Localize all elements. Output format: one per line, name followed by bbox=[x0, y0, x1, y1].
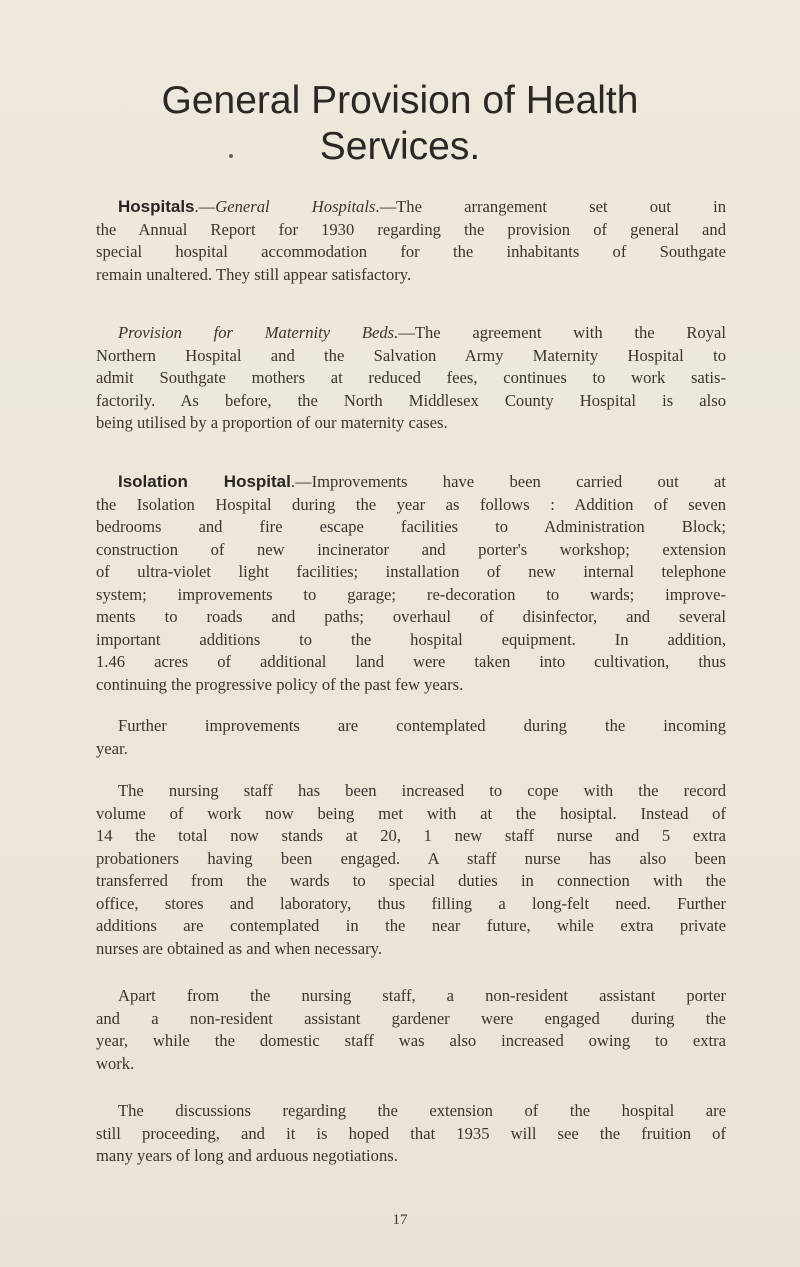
text-line: still proceeding, and it is hoped that 1935 will see the fruition of bbox=[96, 1123, 726, 1143]
text-line: construction of new incinerator and porter's workshop; extension bbox=[96, 539, 726, 559]
text-line: the Isolation Hospital during the year as follows : Addition of seven bbox=[96, 494, 726, 514]
text-line: year. bbox=[96, 738, 128, 758]
text-line: Further improvements are contemplated during the incoming bbox=[118, 716, 726, 735]
text-line: being utilised by a proportion of our maternity cases. bbox=[96, 413, 448, 432]
text-line: the Annual Report for 1930 regarding the provision of general and bbox=[96, 219, 726, 239]
text-line: Northern Hospital and the Salvation Army Maternity Hospital to bbox=[96, 345, 726, 365]
text-line: The discussions regarding the extension of the hospital are bbox=[118, 1101, 726, 1120]
text-line: factorily. As before, the North Middlesex County Hospital is also bbox=[96, 390, 726, 410]
page-title-line-2: Services. bbox=[319, 125, 481, 168]
text-line: volume of work now being met with at the hosiptal. Instead of bbox=[96, 803, 726, 823]
text-line: ments to roads and paths; overhaul of disinfector, and several bbox=[96, 607, 726, 626]
text-line: special hospital accommodation for the inhabitants of Southgate bbox=[96, 242, 726, 261]
text-line: continuing the progressive policy of the past few years. bbox=[96, 674, 464, 694]
text-line: remain unaltered. They still appear satisfactory. bbox=[96, 264, 412, 284]
text-line: 14 the total now stands at 20, 1 new staff nurse and 5 extra bbox=[96, 826, 726, 845]
heading-isolation-hospital: Isolation Hospital bbox=[118, 472, 291, 491]
paragraph-maternity bbox=[96, 322, 726, 435]
text-line: office, stores and laboratory, thus filling a long-felt need. Further bbox=[96, 893, 726, 913]
text-line: of ultra-violet light facilities; installation of new internal telephone bbox=[96, 562, 726, 581]
text-line: transferred from the wards to special duties in connection with the bbox=[96, 871, 726, 890]
text-line: 1.46 acres of additional land were taken into cultivation, thus bbox=[96, 652, 726, 671]
page-title bbox=[60, 78, 740, 170]
ink-speck bbox=[229, 154, 233, 158]
text-line: admit Southgate mothers at reduced fees, continues to work satis- bbox=[96, 368, 726, 387]
maternity-first-line-rest: —The agreement with the Royal bbox=[398, 323, 726, 342]
subheading-maternity-beds: Provision for Maternity Beds. bbox=[118, 323, 399, 342]
isolation-first-line-rest: —Improvements have been carried out at bbox=[295, 472, 726, 491]
paragraph-hospitals: Hospitals.—General Hospitals.—The arrangement set out in the Annual Report for 1930 regarding the provision of general and special hospital accommodation for the inhabitants of Southgate remain unaltered. They still appear satisfactory. bbox=[96, 196, 726, 286]
text-line: year, while the domestic staff was also increased owing to extra bbox=[96, 1031, 726, 1050]
text-line: bedrooms and fire escape facilities to Administration Block; bbox=[96, 517, 726, 536]
heading-hospitals: Hospitals bbox=[118, 197, 195, 216]
text-line: and a non-resident assistant gardener were engaged during the bbox=[96, 1008, 726, 1028]
text-line: system; improvements to garage; re-decoration to wards; improve- bbox=[96, 584, 726, 604]
paragraph-other-staff bbox=[96, 985, 726, 1075]
text-line: work. bbox=[96, 1053, 135, 1073]
hospitals-first-line-rest: —The arrangement set out in bbox=[379, 197, 726, 216]
text-line: important additions to the hospital equipment. In addition, bbox=[96, 629, 726, 649]
subheading-general-hospitals: General Hospitals bbox=[215, 197, 376, 216]
page-number: 17 bbox=[392, 1212, 408, 1228]
paragraph-isolation-hospital: Isolation Hospital.—Improvements have been carried out at the Isolation Hospital during the year as follows : Addition of seven bedrooms and fire escape facilities to Administration Block; construction of new incinerator and porter's workshop; extension of ultra-violet light facilities; installation of new internal telephone system; improvements to garage; re-decoration to wards; improve- ments to roads and paths; overhaul of disinfector, and several important additions to the hospital equipment. In addition, 1.46 acres of additional land were taken into cultivation, thus continuing the progressive policy of the past few years. bbox=[96, 471, 726, 696]
paragraph-nursing-staff bbox=[96, 780, 726, 960]
text-line: Apart from the nursing staff, a non-resident assistant porter bbox=[118, 986, 726, 1005]
text-line: additions are contemplated in the near future, while extra private bbox=[96, 916, 726, 935]
page-title-line-1: General Provision of Health bbox=[161, 79, 639, 122]
text-line: The nursing staff has been increased to cope with the record bbox=[118, 781, 726, 800]
paragraph-further-improvements bbox=[96, 715, 726, 760]
text-line: many years of long and arduous negotiations. bbox=[96, 1146, 398, 1165]
text-line: probationers having been engaged. A staff nurse has also been bbox=[96, 848, 726, 868]
paragraph-discussions bbox=[96, 1100, 726, 1168]
text-line: nurses are obtained as and when necessary. bbox=[96, 938, 382, 958]
